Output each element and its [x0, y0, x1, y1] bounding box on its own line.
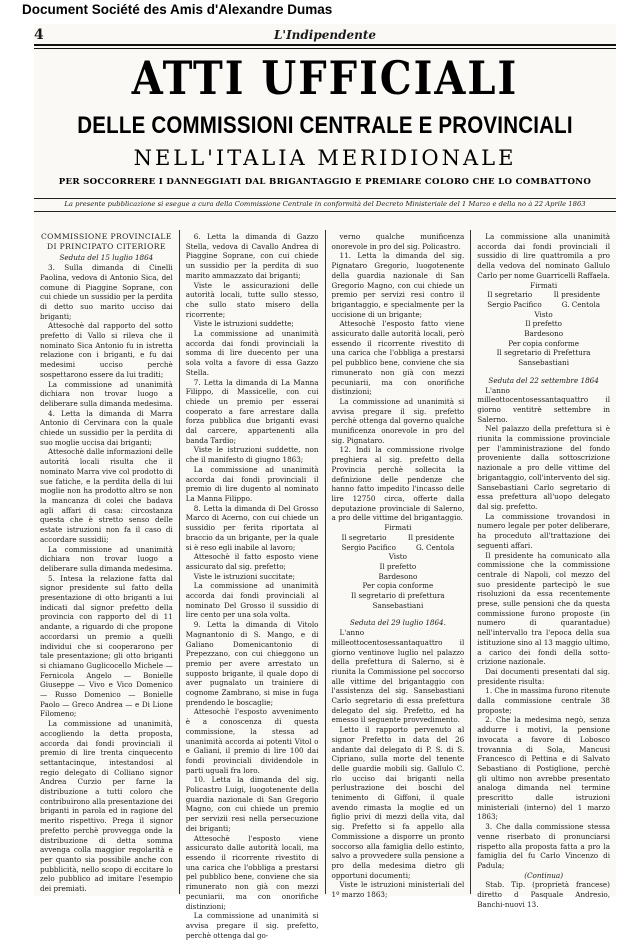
- prefecture-secretary-name: Sansebastiani: [518, 358, 569, 368]
- masthead-subtitle: DELLE COMMISSIONI CENTRALE E PROVINCIALI: [77, 111, 573, 139]
- paragraph: La commissione alla unanimità accorda dai fondi provinciali il sussidio di lire quattromila a pro della vedova del nominato Gallulo Carlo per nome Guarricelli Raffaela.: [477, 232, 610, 280]
- prefect-title: Il prefetto: [525, 319, 562, 329]
- column-1: [34, 230, 179, 894]
- column-2: [179, 230, 325, 940]
- paragraph: 2. Che la medesima negò, senza addurre i motivi, la pensione invocata a favore di Lobosco trovannia di Sola, Mancusi Francesco di Pettina e di Salvato Sebastiano di Postiglione, perchè gli ultimo non avrebbe presentato analoga dimanda nel termine prescritto dalle istruzioni ministeriali (interno) del 1 marzo 1863;: [477, 715, 610, 822]
- paragraph: Il presidente ha comunicato alla commissione che la commissione centrale di Napoli, col mezzo del suo presidente partecipò le sue risoluzioni da essa recentemente prese, sulle pensioni che da questa commissione furono proposte (in numero di quarantadue) nell'intervallo tra l'epoca della sua istituzione sino al 13 maggio ultimo, a carico dei fondi della sotto-crizione nazionale.: [477, 550, 610, 667]
- document-watermark: Document Société des Amis d'Alexandre Dumas: [22, 2, 333, 17]
- paragraph: Attesochè il fatto esposto viene assicurato dal sig. prefetto;: [185, 552, 319, 571]
- article-columns: [34, 230, 616, 940]
- column-3: [325, 230, 471, 900]
- intro-rule-bottom: [34, 211, 616, 212]
- signoff-names: [332, 543, 465, 553]
- visto-label: Visto: [388, 552, 408, 562]
- paragraph: 7. Letta la dimanda di La Manna Filippo, di Massicelle, con cui chiede un premio per esserai cooperato a fare arrestare dalla forza pubblica due briganti evasi dal carcere, appartenenti alla banda Tardio;: [185, 377, 319, 445]
- paragraph: Viste le istruzioni ministeriali del 1º marzo 1863;: [331, 880, 465, 900]
- secretary-title: Il segretario: [487, 290, 533, 300]
- copy-conform: Per copia conforme: [508, 338, 580, 348]
- section-heading: COMMISSIONE PROVINCIALE: [40, 232, 172, 241]
- secretary-title: Il segretario: [341, 532, 387, 542]
- paragraph: 8. Letta la dimanda di Del Grosso Marco di Acerno, con cui chiede un sussidio per ferita riportata al braccio da un brigante, per la quale si è reso egli inabile al lavoro;: [185, 503, 319, 552]
- paragraph: 11. Letta la dimanda del sig. Pignataro Gregorio, luogotenente della guardia nazionale di San Gregorio Magno, con cui chiede un premio per servizi resi contro il brigantaggio, e specialmente per la uccisione di un brigante;: [331, 251, 465, 319]
- continued-note: (Continua): [524, 870, 564, 880]
- paragraph: Attesochè l'esposto viene assicurato dalle autorità locali, ma essendo il ricorrente rivestito di una carica che l'obbliga a prestarsi pel pubblico bene, conviene che sia rimunerato non già con mezzi pecuniarii, ma con onorifiche distinzioni;: [185, 833, 319, 911]
- newspaper-page: [34, 24, 616, 940]
- prefect-name: Bardesono: [378, 571, 418, 581]
- paragraph: 1. Che in massima furono ritenute dalla commissione centrale 38 proposte;: [477, 686, 611, 715]
- page-number: 4: [34, 27, 44, 43]
- paragraph: L'anno milleottocentosessantaquattro il giorno ventinove luglio nel palazzo della prefettura di Salerno, si è riunita la Commissione pel soccorso alle vittime del brigantaggio con l'assistenza del sig. Sansebastiani Carlo segretario di essa prefettura delegato del sig. Prefetto, ed ha emesso il seguente provvedimento.: [331, 628, 465, 725]
- prefecture-secretary-title: Il segretario di Prefettura: [496, 348, 591, 358]
- masthead-purpose: PER SOCCORRERE I DANNEGGIATI DAL BRIGANTAGGIO E PREMIARE COLORO CHE LO COMBATTONO: [58, 177, 592, 187]
- prefecture-secretary-title: Il segretario di prefettura: [351, 591, 445, 601]
- paragraph: La commissione ad unanimità si avvisa pregare il sig. prefetto, perchè ottenga dal go-: [185, 911, 319, 940]
- paragraph: 4. Letta la dimanda di Marra Antonio di Cervinara con la quale chiede un sussidio per la perdita di suo moglie uccisa dai briganti;: [40, 408, 173, 447]
- paragraph: La commissione ad unanimità accorda dai fondi provinciali al nominato Del Grosso il sussidio di lire cento per una sola volta.: [185, 581, 319, 620]
- paragraph: Attesochè l'esposto avvenimento è a conoscenza di questa commissione, la stessa ad unanimità accorda ai potenti Vitol o e Galiani, il premio di lire 100 dai fondi provinciali dividendole in parti uguali fra loro.: [185, 707, 319, 775]
- masthead-title: ATTI UFFICIALI: [131, 51, 519, 106]
- paragraph: La commissione ad unanimità accorda dai fondi provinciali il premio di lire dugento al nominato La Manna Filippo.: [185, 464, 319, 503]
- prefect-title: Il prefetto: [379, 561, 417, 571]
- signoff-names: [477, 300, 610, 310]
- printer-imprint: Stab. Tip. (proprietà francese) diretto d Pasquale Andresio, Banchi-nuovi 13.: [477, 880, 610, 909]
- header-rule: [34, 44, 616, 49]
- president-title: Il presidente: [553, 290, 600, 300]
- paragraph: L'anno milleottocentosessantaquattro il giorno ventitrè settembre in Salerno.: [477, 385, 610, 424]
- paragraph: verno qualche munificenza onorevole in pro del sig. Policastro.: [331, 232, 465, 251]
- paragraph: Attesochè l'esposto fatto viene assicurato dalle autorità locali, però essendo il ricorrente rivestito di una carica che l'obbliga a prestarsi pel pubblico bene, conviene che sia rimunerato non già con mezzi pecuniarii, ma con onorifiche distinzioni;: [331, 319, 465, 397]
- secretary-name: Sergio Pacifico: [341, 542, 396, 552]
- paragraph: La commissione trovandosi in numero legale per poter deliberare, ha proceduto all'trattazione dei seguenti affari.: [477, 511, 610, 550]
- signoff-label: Firmati: [384, 523, 412, 533]
- paragraph: La commissione ad unanimità dichiara non trovar luogo a deliberare sulla dimanda medesima.: [40, 544, 173, 573]
- intro-note: La presente pubblicazione si esegue a cura della Commissione Centrale in conformità del Decreto Ministeriale del 1 Marzo e della no à 22 Aprile 1863: [64, 200, 586, 208]
- paragraph: Letto il rapporto pervenuto al signor Prefetto in data del 26 andante dal delegato di P. S. di S. Cipriano, sulla morte del tenente delle guardie mobili sig. Gallulo C. rlo ucciso dai briganti nella perlustrazione dei boschi del tenimento di Giffoni, il quale avendo rimasta la moglie ed un figlio privi di mezzi della vita, dal sig. Prefetto si fa appello alla Commissione a disporre un pronto soccorso alla famiglia dello estinto, salvo a provvedere sulla pensione a pro della medesima dietro gli opportuni documenti;: [331, 725, 465, 880]
- paragraph: Viste le istruzioni suddette, non che il manifesto di giugno 1863;: [185, 445, 319, 465]
- signoff-titles: [332, 533, 465, 543]
- paragraph: 3. Sulla dimanda di Cinelli Paolina, vedova di Antonio Sica, del comune di Piaggine Soprane, con cui chiede un sussidio per la perdita di detto suo marito ucciso dai briganti;: [40, 263, 173, 321]
- paragraph: Nel palazzo della prefettura si è riunita la commissione provinciale per l'amministrazione del fondo proveniente dalla sottoscrizione nazionale a pro delle vittime del brigantaggio, coll'intervento del sig. Sansebastiani Carlo segretario di essa prefettura all'uopo delegato dal sig. prefetto.: [477, 424, 610, 511]
- paragraph: Attesochè dal rapporto del sotto prefetto di Vallo si rileva che il nominato Sica Antonio fu in istretta relazione con i briganti, e fu dai medesimi ucciso perchè sospettarono essere da lui traditi;: [40, 321, 173, 379]
- paragraph: Dai documenti presentati dal sig. presidente risulta:: [477, 666, 610, 686]
- president-title: Il presidente: [407, 532, 455, 542]
- president-name: G. Centola: [416, 542, 455, 552]
- paragraph: Viste le istruzioni suddette;: [193, 319, 294, 329]
- paragraph: La commissione ad unanimità accorda dai fondi provinciali la somma di lire duecento per una sola volta a favore di essa Gazzo Stella.: [185, 329, 319, 377]
- paragraph: Viste le assicurazioni delle autorità locali, tutte sullo stesso, che sullo stato misero della ricorrente;: [185, 280, 319, 319]
- session-date: Seduta del 29 luglio 1864.: [349, 618, 446, 628]
- signoff-titles: [477, 290, 610, 300]
- paragraph: 5. Intesa la relazione fatta dal signor presidente sul fatto della presentazione di otto briganti a lui indicati dal signor prefetto della provincia con rapporto del di 11 andante, a riguardo di che propone accordarsi un premio a quelli individui che si cooperarono per tale presentazione; gli otto briganti si chiamano Guglicocello Michele — Fernicola Angelo — Bonielle Giuseppe — Vivo e Vico Domenico — Russo Domenico — Bonielle Paolo — Greco Andrea — e Di Lione Filomeno;: [40, 573, 173, 719]
- paragraph: 6. Letta la dimanda di Gazzo Stella, vedova di Cavallo Andrea di Piaggine Soprane, con cui chiede un sussidio per la perdita di suo marito ammazzato dai briganti;: [185, 232, 319, 280]
- paragraph: Viste le istruzioni succitate;: [193, 571, 296, 581]
- signoff-label: Firmati: [530, 280, 558, 290]
- newspaper-title: L'Indipendente: [273, 28, 377, 42]
- masthead-region: NELL'ITALIA MERIDIONALE: [133, 146, 517, 170]
- paragraph: Attesochè dalle informazioni delle autorità locali risulta che il nominato Marra vive col prodotto di sue fatiche, e la perdita della di lui moglie non ha prodotto altro se non la mancanza di colei che badava agli affari di casa: circostanza questa che è stretto senso delle estate istruzioni non fa il caso di accordare sussidii;: [40, 447, 173, 544]
- prefect-name: Bardesono: [524, 329, 564, 339]
- secretary-name: Sergio Pacifico: [487, 299, 542, 309]
- paragraph: La commissione ad unanimità dichiara non trovar luogo a deliberare sulla dimanda medesima.: [40, 379, 173, 408]
- prefecture-secretary-name: Sansebastiani: [372, 600, 424, 610]
- running-header: [34, 24, 616, 42]
- column-4: [470, 230, 616, 909]
- paragraph: 12. Indi la commissione rivolge preghiera al sig. prefetto della Provincia perchè sollecita la definizione delle pendenze che hanno fatto impedito l'incasso delle lire 12750 circa, offerte dalla deputazione provinciale di Salerno, a pro delle vittime del brigantaggio.: [331, 445, 465, 523]
- session-date: Seduta del 15 luglio 1864: [59, 253, 154, 263]
- paragraph: 10. Letta la dimanda del sig. Policastro Luigi, luogotenente della guardia nazionale di San Gregorio Magno, con cui chiede un premio per servizii resi nella persecuzione dei briganti;: [185, 775, 319, 833]
- paragraph: 3. Che dalla commissione stessa venne riserbato di pronunciarsi rispetto alla proposta fatta a pro la famiglia del fu Carlo Vincenzo di Padula;: [477, 822, 610, 870]
- copy-conform: Per copia conforme: [362, 581, 434, 591]
- paragraph: La commissione ad unanimità, accogliendo la detta proposta, accorda dai fondi provinciali il premio di lire trenta cinquecento settantacinque, intestandosi al regio delegato di Colliano signor Andrea Curzio per farne la distribuzione a tutti coloro che contribuirono alla presentazione dei briganti in parola ed in ragione del merito rispettivo. Prega il signor prefetto perchè provvegga onde la distribuzione di detta somma avvenga colla maggior regolarità e per quanto sia possibile anche con pubblicità, nello scopo di eccitare lo zelo pubblico ad imitare l'esempio dei premiati.: [40, 719, 173, 894]
- paragraph: 9. Letta la dimanda di Vitolo Magnantonio di S. Mango, e di Galiano Domenicantonio di Prepezzano, con cui chieggono un premio per avere arrestato un supposto brigante, il quale dopo di aver pugnalato un trainiere di cognome Zambrano, si mise in fuga prendendo le boscaglie;: [185, 620, 319, 707]
- visto-label: Visto: [534, 309, 553, 319]
- paragraph: La commissione ad unanimità si avvisa pregare il sig. prefetto perchè ottenga dal governo qualche munificenza onorevole in pro del sig. Pignataro.: [331, 396, 465, 445]
- president-name: G. Centola: [561, 299, 600, 309]
- section-subheading: DI PRINCIPATO CITERIORE: [46, 241, 166, 251]
- session-date: Seduta del 22 settembre 1864: [488, 375, 599, 385]
